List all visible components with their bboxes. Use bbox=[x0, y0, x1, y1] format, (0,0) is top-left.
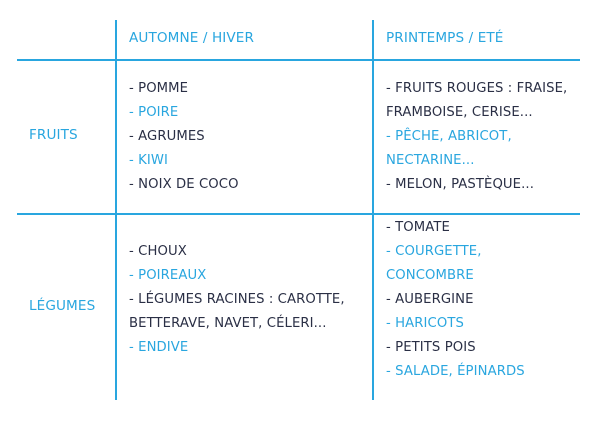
list-item: - COURGETTE, bbox=[386, 244, 482, 259]
cell-fruits-autumn-winter bbox=[129, 77, 239, 197]
list-item: - AGRUMES bbox=[129, 129, 205, 144]
list-item: - PÊCHE, ABRICOT, bbox=[386, 129, 512, 144]
list-item: - FRUITS ROUGES : FRAISE, bbox=[386, 81, 568, 96]
list-item: - NOIX DE COCO bbox=[129, 177, 239, 192]
horizontal-divider-middle bbox=[17, 213, 580, 215]
list-item: - PETITS POIS bbox=[386, 340, 476, 355]
list-item: - LÉGUMES RACINES : CAROTTE, bbox=[129, 292, 345, 307]
vertical-divider-right bbox=[372, 20, 374, 400]
row-label-fruits: FRUITS bbox=[29, 127, 78, 143]
horizontal-divider-header bbox=[17, 59, 580, 61]
list-item: - HARICOTS bbox=[386, 316, 464, 331]
list-item: - CHOUX bbox=[129, 244, 187, 259]
list-item: CONCOMBRE bbox=[386, 268, 474, 283]
list-item: FRAMBOISE, CERISE... bbox=[386, 105, 533, 120]
vertical-divider-left bbox=[115, 20, 117, 400]
column-header-autumn-winter: AUTOMNE / HIVER bbox=[129, 30, 255, 46]
cell-legumes-autumn-winter bbox=[129, 240, 345, 360]
cell-fruits-spring-summer bbox=[386, 77, 567, 197]
row-label-legumes: LÉGUMES bbox=[29, 298, 96, 314]
list-item: - AUBERGINE bbox=[386, 292, 474, 307]
list-item: - SALADE, ÉPINARDS bbox=[386, 364, 525, 379]
list-item: - POIRE bbox=[129, 105, 179, 120]
column-header-spring-summer: PRINTEMPS / ETÉ bbox=[386, 30, 504, 46]
list-item: BETTERAVE, NAVET, CÉLERI... bbox=[129, 316, 327, 331]
list-item: - ENDIVE bbox=[129, 340, 189, 355]
list-item: - TOMATE bbox=[386, 220, 450, 235]
cell-legumes-spring-summer bbox=[386, 216, 525, 384]
list-item: - MELON, PASTÈQUE... bbox=[386, 177, 534, 192]
list-item: - POIREAUX bbox=[129, 268, 207, 283]
list-item: NECTARINE... bbox=[386, 153, 475, 168]
list-item: - KIWI bbox=[129, 153, 169, 168]
list-item: - POMME bbox=[129, 81, 189, 96]
